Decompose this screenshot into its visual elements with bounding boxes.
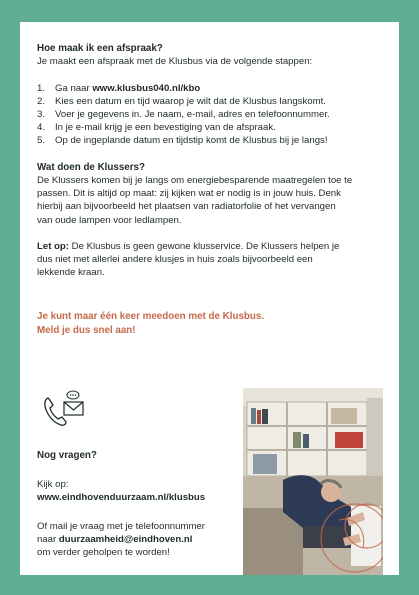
step-number: 5.	[37, 135, 46, 147]
note-line: lekkende kraan.	[37, 267, 105, 279]
klussers-line: De Klussers komen bij je langs om energiebesparende maatregelen toe te	[37, 175, 353, 187]
klusser-photo	[243, 388, 383, 575]
step-item	[37, 134, 383, 147]
mail-line: Of mail je vraag met je telefoonnummer	[37, 521, 205, 532]
note-text: De Klusbus is geen gewone klusservice. De Klussers helpen je	[68, 240, 340, 252]
klusser-photo-image	[243, 388, 383, 575]
appointment-intro: Je maakt een afspraak met de Klusbus via de volgende stappen:	[37, 56, 313, 68]
questions-heading: Nog vragen?	[37, 450, 97, 461]
mail-line: om verder geholpen te worden!	[37, 547, 170, 558]
warning-line: Je kunt maar één keer meedoen met de Klusbus.	[37, 311, 265, 323]
step-item	[37, 108, 383, 121]
step-text: Kies een datum en tijd waarop je wilt dat de Klusbus langskomt.	[55, 95, 326, 107]
website-link[interactable]: www.eindhovenduurzaam.nl/klusbus	[37, 492, 206, 503]
note-label: Let op:	[37, 240, 69, 252]
step-number: 4.	[37, 122, 46, 134]
flyer-page	[20, 22, 399, 575]
step-item	[37, 95, 383, 108]
step-text: Op de ingeplande datum en tijdstip komt de Klusbus bij je langs!	[55, 135, 328, 147]
step-text: Voer je gegevens in. Je naam, e-mail, adres en telefoonnummer.	[55, 109, 330, 121]
email-link[interactable]: duurzaamheid@eindhoven.nl	[58, 534, 193, 545]
klussers-heading: Wat doen de Klussers?	[37, 161, 145, 173]
signup-warning	[37, 310, 383, 337]
mail-line	[37, 534, 192, 545]
phone-mail-icon	[42, 390, 88, 428]
step-item	[37, 82, 383, 95]
klussers-line: hierbij aan bijvoorbeeld het plaatsen van radiatorfolie of het vervangen	[37, 201, 336, 213]
warning-line: Meld je dus snel aan!	[37, 324, 136, 336]
step-number: 1.	[37, 82, 46, 94]
note-line: dus niet met allerlei andere klusjes in huis zoals bijvoorbeeld een	[37, 254, 313, 266]
klusbus-link[interactable]: www.klusbus040.nl/kbo	[92, 82, 201, 94]
step-text: Ga naar	[55, 82, 93, 94]
step-number: 2.	[37, 95, 46, 107]
info-content	[37, 42, 383, 337]
step-number: 3.	[37, 109, 46, 121]
step-text: In je e-mail krijg je een bevestiging van de afspraak.	[55, 122, 276, 134]
klussers-line: van oude lampen voor ledlampen.	[37, 214, 182, 226]
klussers-section	[37, 161, 383, 227]
look-label: Kijk op:	[37, 479, 69, 490]
mail-prefix: naar	[37, 534, 59, 545]
steps-list	[37, 82, 383, 148]
note-line	[37, 240, 383, 253]
step-item	[37, 121, 383, 134]
klussers-line: passen. Dit is altijd op maat: zij kijken wat er nodig is in jouw huis. Denk	[37, 188, 341, 200]
note-section	[37, 240, 383, 280]
appointment-heading: Hoe maak ik een afspraak?	[37, 43, 163, 54]
